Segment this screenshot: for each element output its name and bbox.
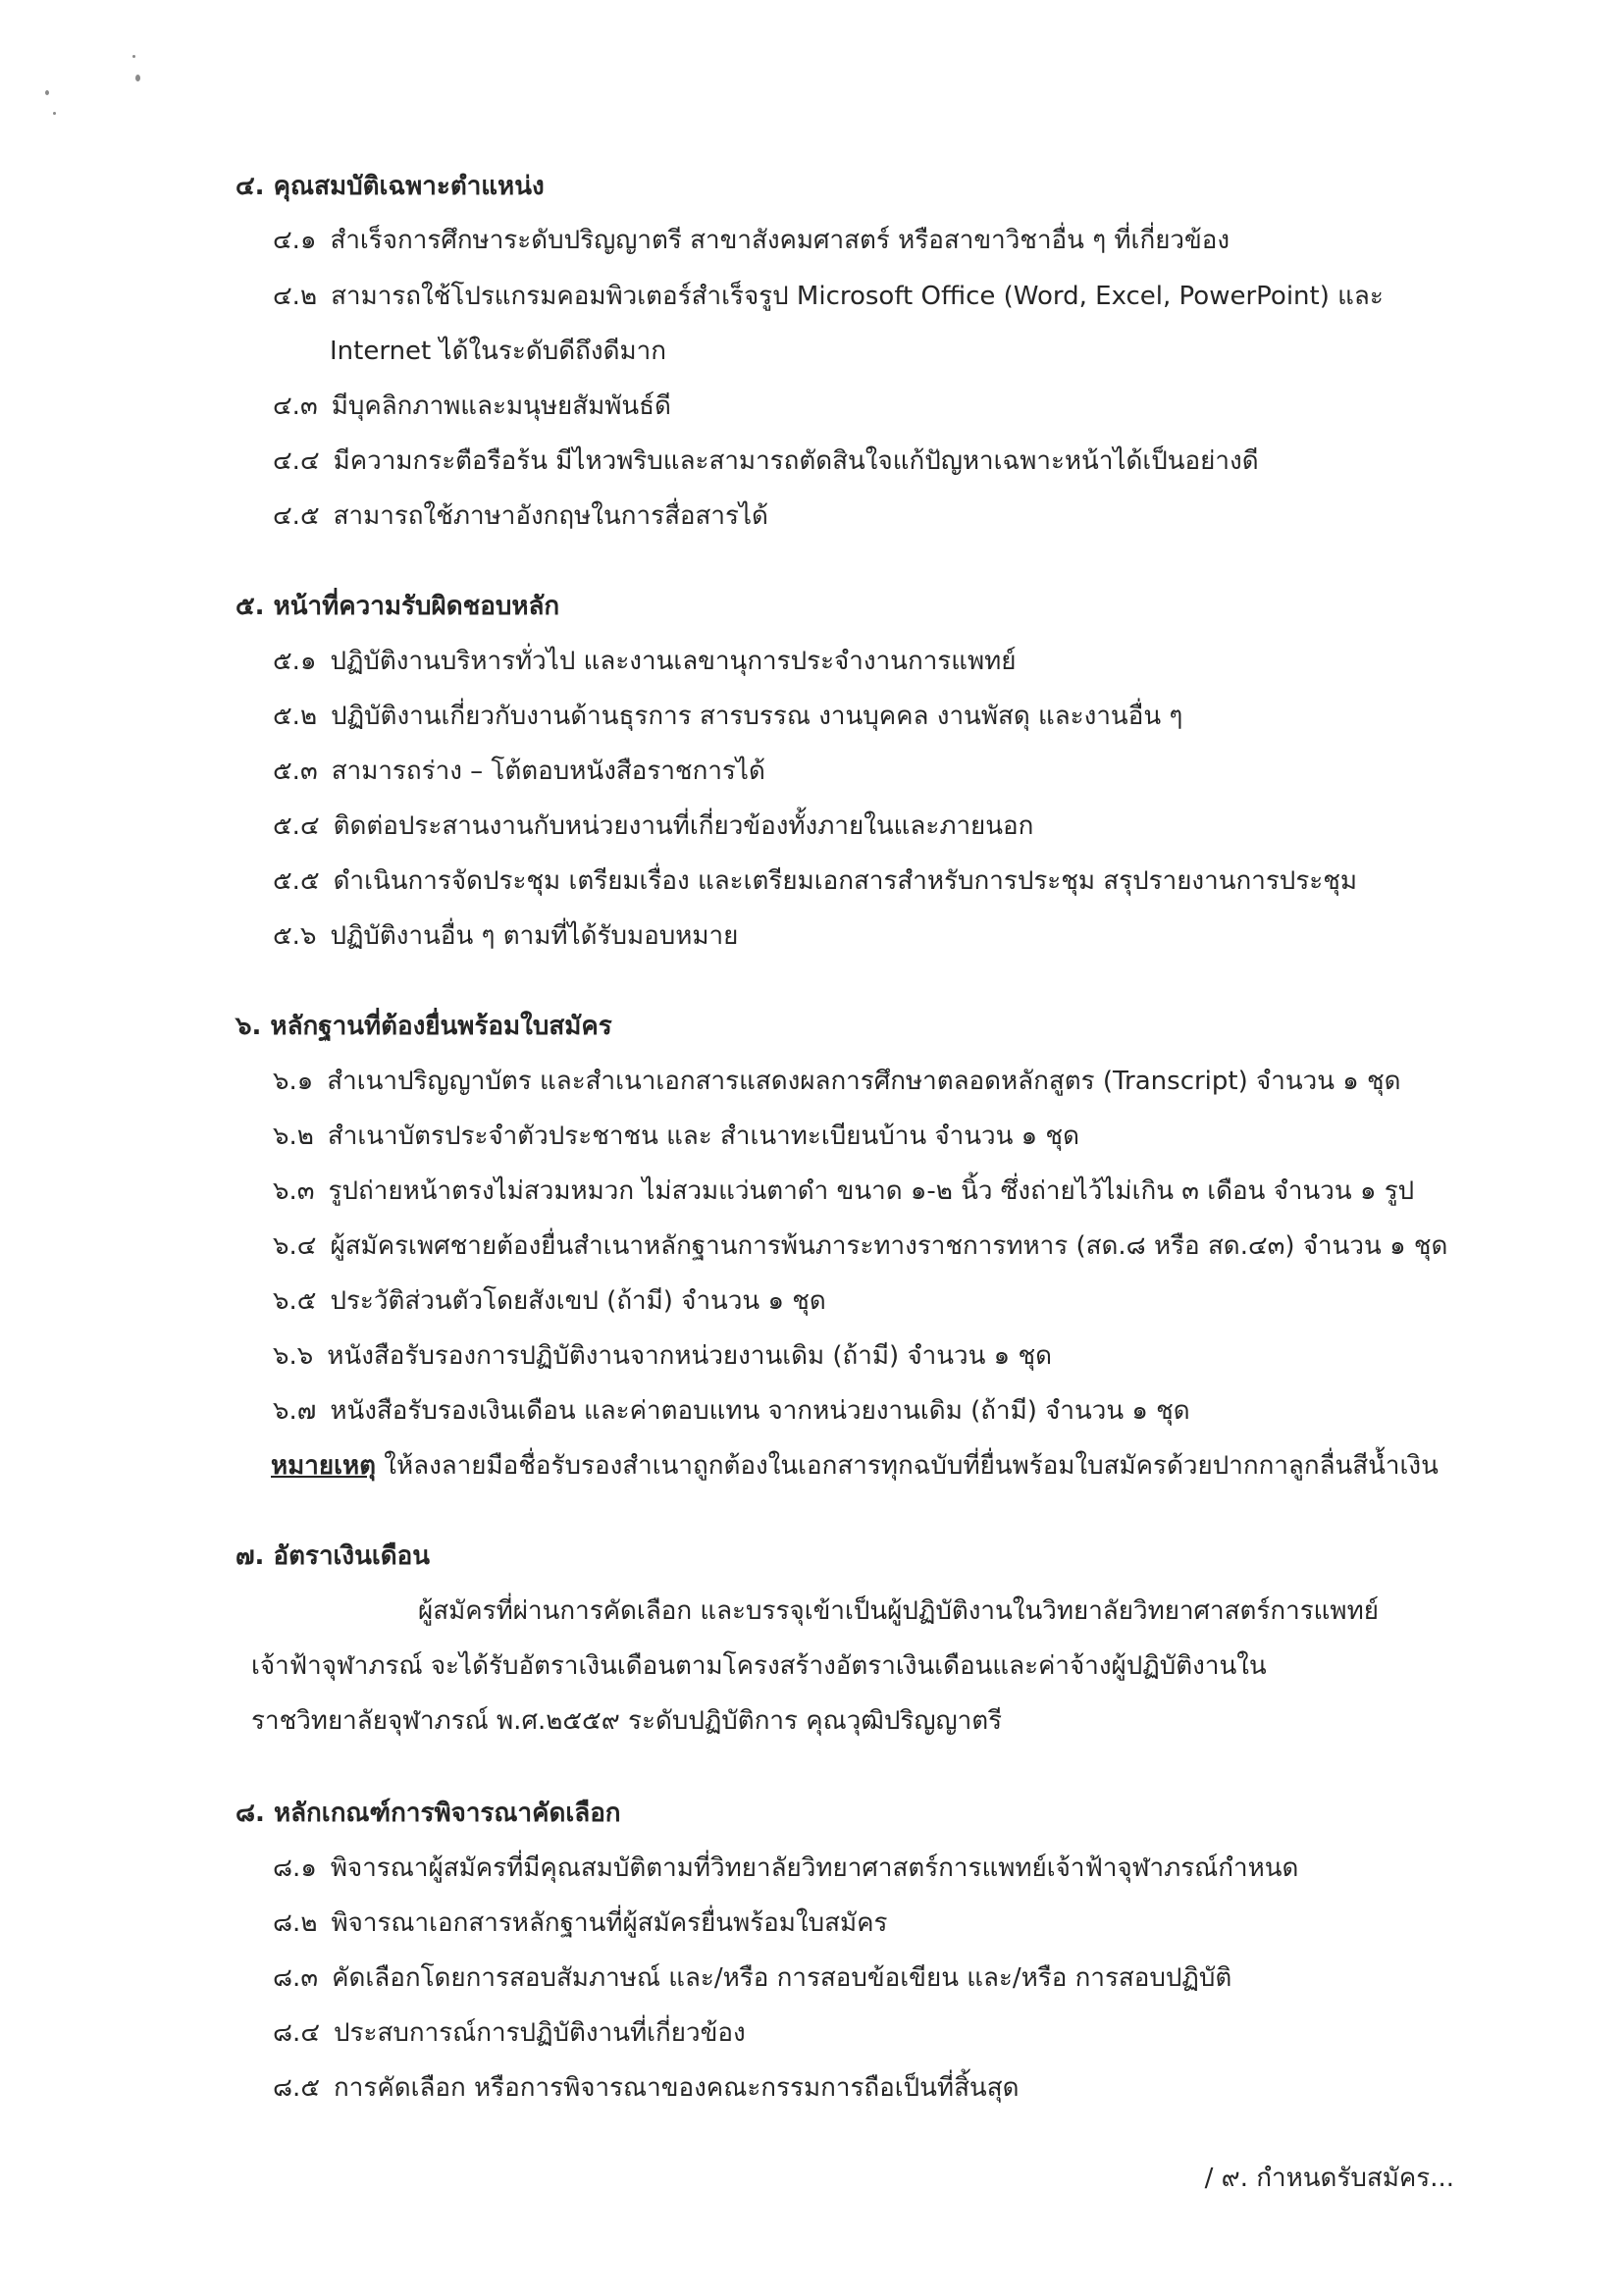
note-line (271, 1448, 1439, 1484)
list-item (273, 644, 1017, 679)
item-text: สำเนาปริญญาบัตร และสำเนาเอกสารแสดงผลการศึกษาตลอดหลักสูตร (Transcript) จำนวน ๑ ชุด (327, 1067, 1401, 1096)
item-number: ๘.๒ (273, 1908, 318, 1938)
item-text: พิจารณาผู้สมัครที่มีคุณสมบัติตามที่วิทยาลัยวิทยาศาสตร์การแพทย์เจ้าฟ้าจุฬาภรณ์กำหนด (330, 1853, 1299, 1883)
list-item (273, 863, 1357, 899)
item-text: ประสบการณ์การปฏิบัติงานที่เกี่ยวข้อง (334, 2018, 746, 2048)
item-number: ๖.๓ (273, 1176, 315, 1206)
section-8-heading: ๘. หลักเกณฑ์การพิจารณาคัดเลือก (236, 1799, 621, 1828)
item-number: ๖.๒ (273, 1122, 314, 1151)
list-item (273, 498, 768, 534)
list-item (273, 2070, 1019, 2106)
list-item (273, 1064, 1401, 1099)
item-number: ๔.๓ (273, 391, 318, 421)
item-text: ปฏิบัติงานอื่น ๆ ตามที่ได้รับมอบหมาย (330, 921, 739, 951)
list-item (273, 223, 1230, 258)
list-item (273, 699, 1182, 734)
item-number: ๘.๕ (273, 2073, 321, 2103)
item-number: ๘.๑ (273, 1853, 317, 1883)
item-number: ๔.๕ (273, 501, 320, 531)
list-item (273, 1393, 1190, 1429)
item-text: สำเร็จการศึกษาระดับปริญญาตรี สาขาสังคมศาสตร์ หรือสาขาวิชาอื่น ๆ ที่เกี่ยวข้อง (330, 226, 1230, 255)
item-number: ๕.๑ (273, 647, 317, 676)
item-number: ๖.๖ (273, 1341, 314, 1371)
list-item (273, 809, 1033, 844)
scan-speck (53, 112, 56, 115)
item-number: ๖.๔ (273, 1231, 317, 1261)
item-text: สามารถใช้โปรแกรมคอมพิวเตอร์สำเร็จรูป Microsoft Office (Word, Excel, PowerPoint) และ (331, 282, 1384, 311)
item-text: ดำเนินการจัดประชุม เตรียมเรื่อง และเตรียมเอกสารสำหรับการประชุม สรุปรายงานการประชุม (333, 866, 1358, 896)
item-number: ๔.๑ (273, 226, 317, 255)
item-text: หนังสือรับรองเงินเดือน และค่าตอบแทน จากหน่วยงานเดิม (ถ้ามี) จำนวน ๑ ชุด (330, 1396, 1190, 1426)
list-item (273, 1283, 826, 1319)
list-item (273, 754, 765, 789)
list-item (273, 1338, 1052, 1374)
list-item (273, 1960, 1231, 1996)
list-item (273, 1228, 1447, 1264)
item-number: ๔.๔ (273, 446, 320, 476)
list-item (273, 1174, 1414, 1209)
item-number: ๘.๔ (273, 2018, 321, 2048)
item-text: สำเนาบัตรประจำตัวประชาชน และ สำเนาทะเบียนบ้าน จำนวน ๑ ชุด (327, 1122, 1079, 1151)
item-text: ติดต่อประสานงานกับหน่วยงานที่เกี่ยวข้องทั้งภายในและภายนอก (333, 811, 1034, 841)
item-text: พิจารณาเอกสารหลักฐานที่ผู้สมัครยื่นพร้อมใบสมัคร (331, 1908, 888, 1938)
section-6-heading: ๖. หลักฐานที่ต้องยื่นพร้อมใบสมัคร (236, 1012, 612, 1041)
list-item (273, 1851, 1298, 1886)
list-item (273, 1905, 888, 1941)
item-text: ปฏิบัติงานเกี่ยวกับงานด้านธุรการ สารบรรณ งานบุคคล งานพัสดุ และงานอื่น ๆ (331, 702, 1183, 731)
item-text: ผู้สมัครเพศชายต้องยื่นสำเนาหลักฐานการพ้นภาระทางราชการทหาร (สด.๘ หรือ สด.๔๓) จำนวน ๑ ชุด (330, 1231, 1448, 1261)
item-number: ๕.๔ (273, 811, 320, 841)
item-text: มีความกระตือรือร้น มีไหวพริบและสามารถตัดสินใจแก้ปัญหาเฉพาะหน้าได้เป็นอย่างดี (333, 446, 1259, 476)
list-item (273, 279, 1384, 314)
item-number: ๕.๓ (273, 757, 318, 786)
list-item (273, 2015, 746, 2051)
next-page-marker: / ๙. กำหนดรับสมัคร... (1204, 2164, 1454, 2193)
section-4-heading: ๔. คุณสมบัติเฉพาะตำแหน่ง (236, 172, 545, 201)
item-number: ๕.๖ (273, 921, 317, 951)
item-number: ๕.๒ (273, 702, 318, 731)
item-number: ๘.๓ (273, 1963, 319, 1993)
item-number: ๔.๒ (273, 282, 318, 311)
item-text: คัดเลือกโดยการสอบสัมภาษณ์ และ/หรือ การสอบข้อเขียน และ/หรือ การสอบปฏิบัติ (332, 1963, 1232, 1993)
item-number: ๖.๑ (273, 1067, 314, 1096)
item-text: สามารถร่าง – โต้ตอบหนังสือราชการได้ (331, 757, 765, 786)
list-item (273, 444, 1259, 479)
list-item (273, 1119, 1079, 1154)
scan-speck (135, 75, 140, 81)
item-number: ๕.๕ (273, 866, 320, 896)
item-text: สามารถใช้ภาษาอังกฤษในการสื่อสารได้ (333, 501, 768, 531)
scan-speck (45, 90, 49, 95)
item-text: รูปถ่ายหน้าตรงไม่สวมหมวก ไม่สวมแว่นตาดำ ขนาด ๑-๒ นิ้ว ซึ่งถ่ายไว้ไม่เกิน ๓ เดือน จำนวน ๑ รูป (328, 1176, 1415, 1206)
list-item (273, 918, 738, 954)
item-number: ๖.๕ (273, 1286, 317, 1316)
item-text: ประวัติส่วนตัวโดยสังเขป (ถ้ามี) จำนวน ๑ ชุด (330, 1286, 826, 1316)
item-number: ๖.๗ (273, 1396, 317, 1426)
item-text: หนังสือรับรองการปฏิบัติงานจากหน่วยงานเดิม (ถ้ามี) จำนวน ๑ ชุด (327, 1341, 1052, 1371)
note-text: ให้ลงลายมือชื่อรับรองสำเนาถูกต้องในเอกสารทุกฉบับที่ยื่นพร้อมใบสมัครด้วยปากกาลูกลื่นสีน้ำเงิน (376, 1451, 1439, 1481)
item-text: ปฏิบัติงานบริหารทั่วไป และงานเลขานุการประจำงานการแพทย์ (330, 647, 1017, 676)
list-item (273, 389, 671, 424)
item-text: การคัดเลือก หรือการพิจารณาของคณะกรรมการถือเป็นที่สิ้นสุด (334, 2073, 1020, 2103)
note-label: หมายเหตุ (271, 1451, 377, 1481)
paragraph-line: ราชวิทยาลัยจุฬาภรณ์ พ.ศ.๒๕๕๙ ระดับปฏิบัติการ คุณวุฒิปริญญาตรี (251, 1706, 1003, 1736)
paragraph-line: ผู้สมัครที่ผ่านการคัดเลือก และบรรจุเข้าเป็นผู้ปฏิบัติงานในวิทยาลัยวิทยาศาสตร์การแพทย์ (418, 1596, 1379, 1626)
item-text: มีบุคลิกภาพและมนุษยสัมพันธ์ดี (331, 391, 671, 421)
paragraph-line: เจ้าฟ้าจุฬาภรณ์ จะได้รับอัตราเงินเดือนตามโครงสร้างอัตราเงินเดือนและค่าจ้างผู้ปฏิบัติงานใน (251, 1651, 1267, 1681)
section-5-heading: ๕. หน้าที่ความรับผิดชอบหลัก (236, 592, 560, 621)
item-continuation: Internet ได้ในระดับดีถึงดีมาก (330, 337, 666, 366)
section-7-heading: ๗. อัตราเงินเดือน (236, 1541, 431, 1571)
scan-speck (132, 55, 135, 58)
